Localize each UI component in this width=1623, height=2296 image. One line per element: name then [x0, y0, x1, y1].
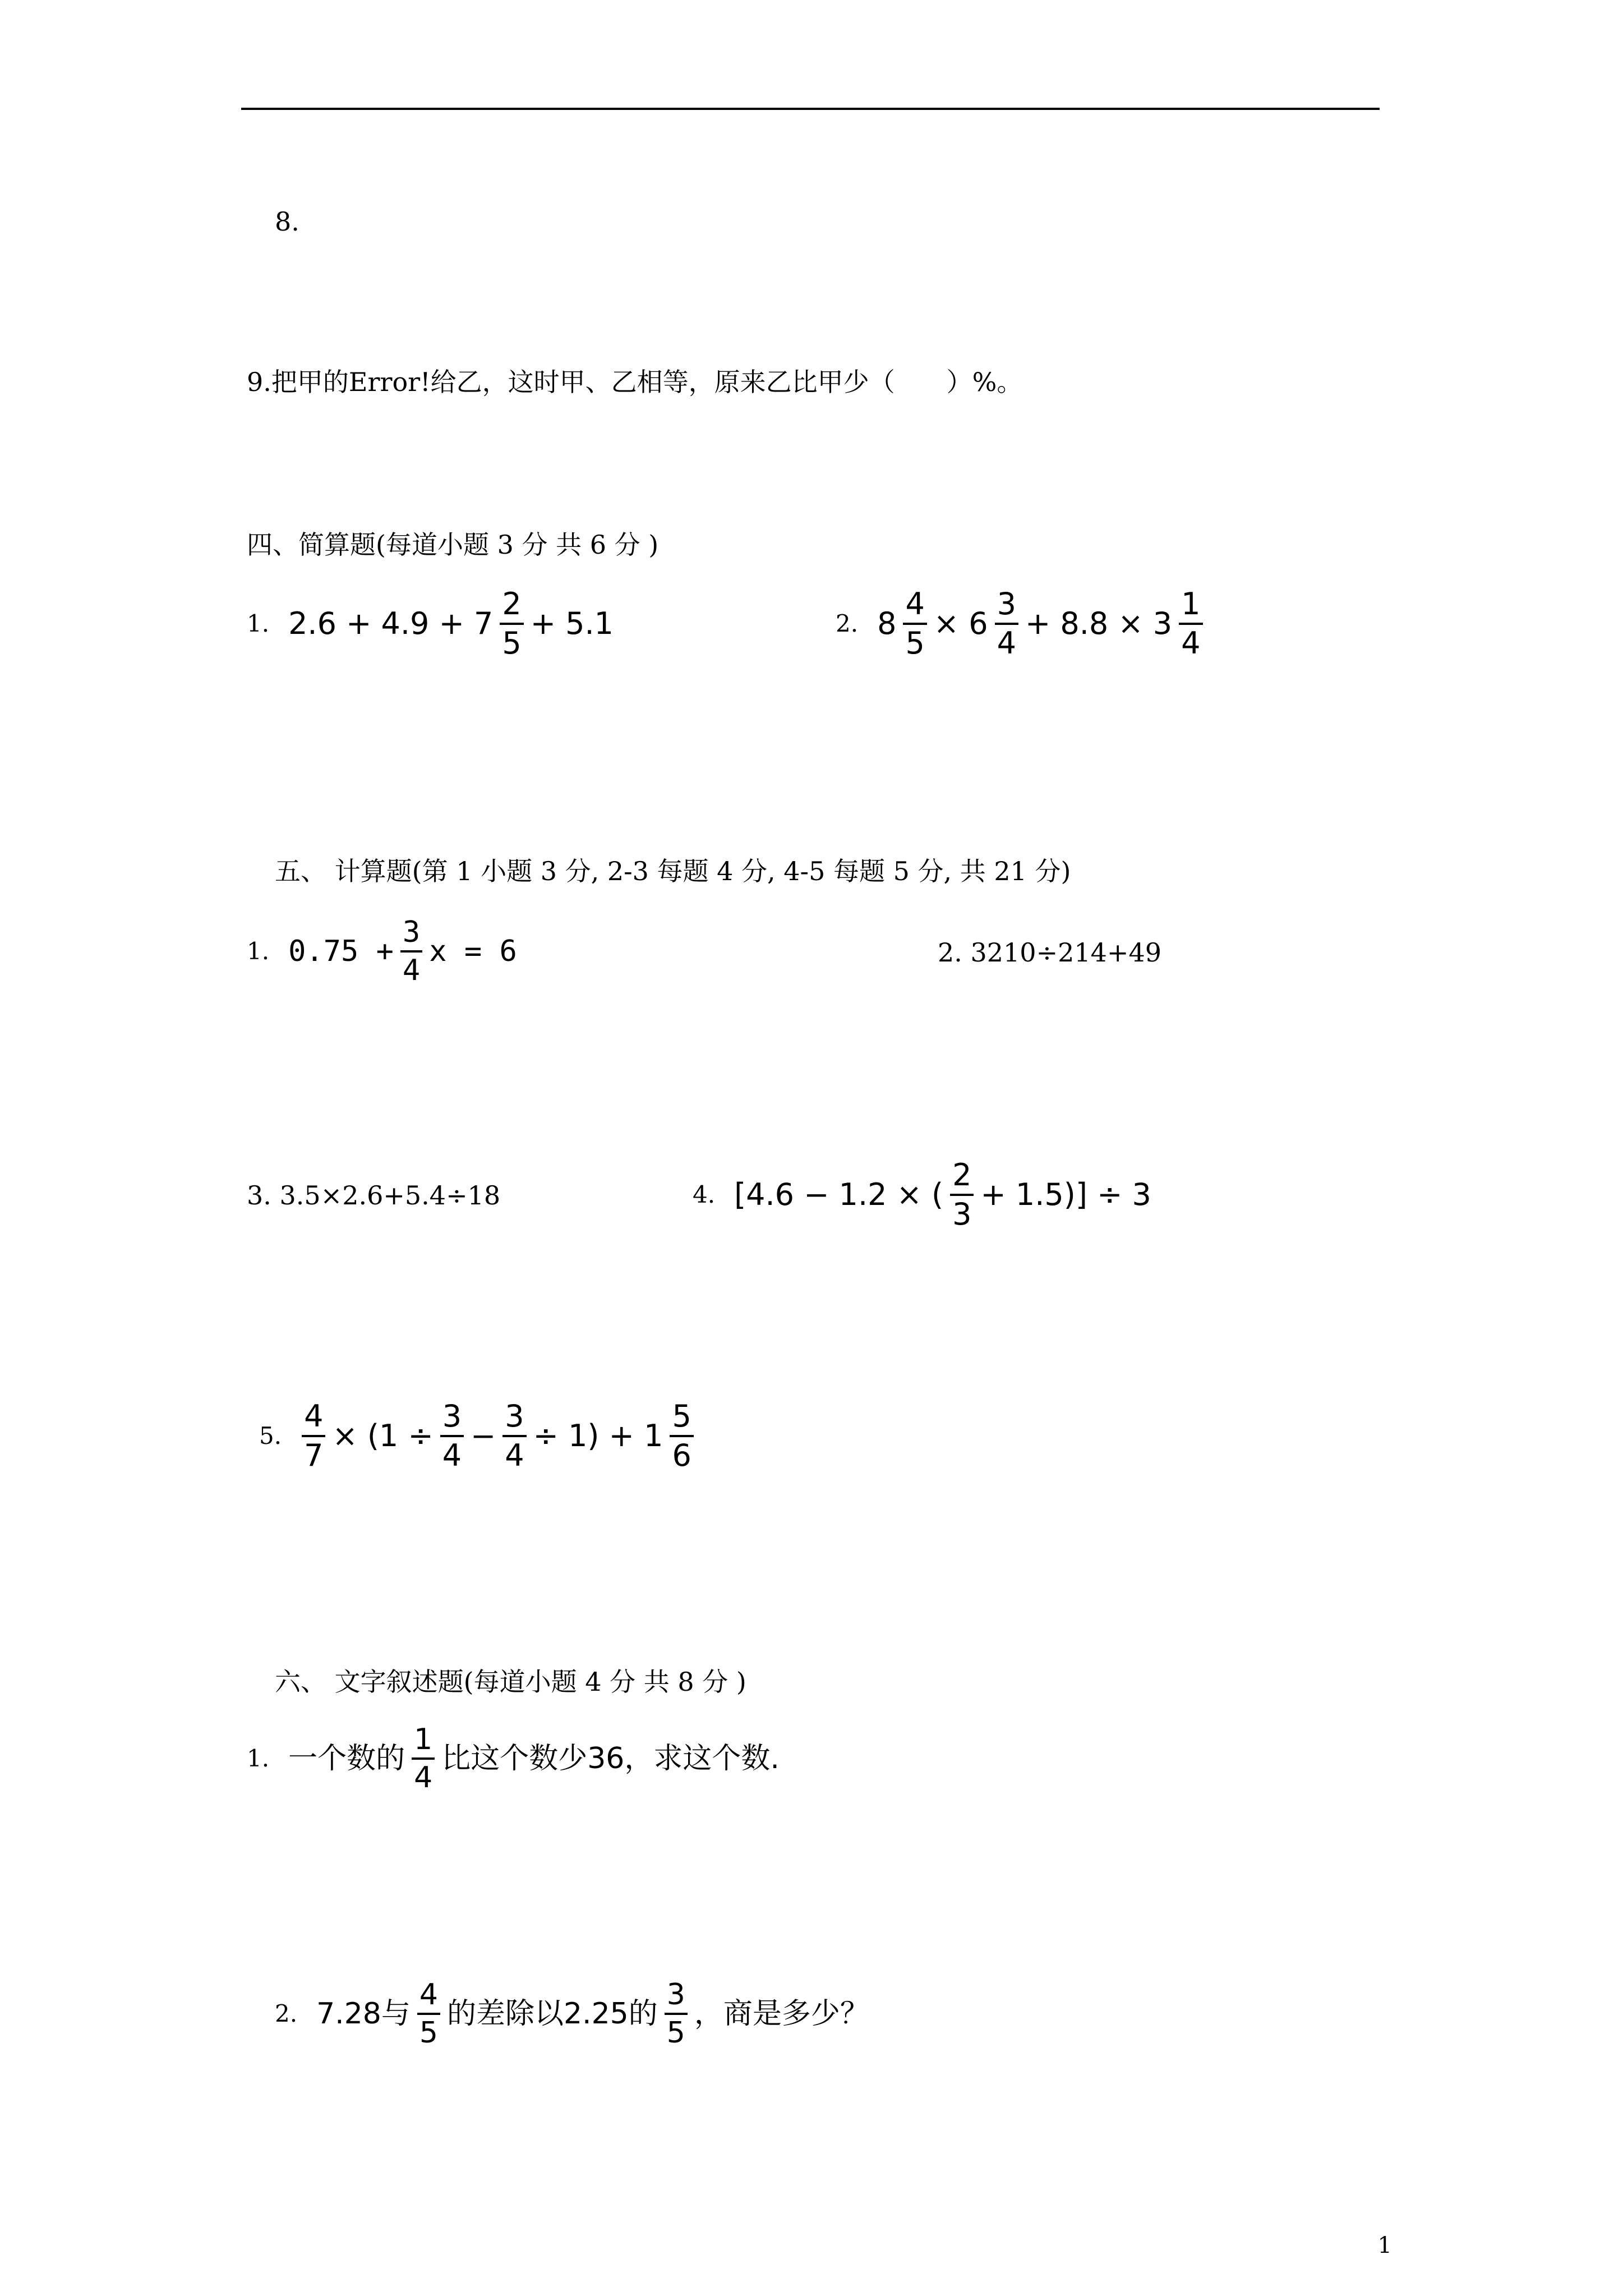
sec5-p1-fraction	[400, 915, 422, 987]
sec4-p2-op: × 6	[933, 606, 988, 641]
numerator: 3	[997, 586, 1016, 622]
numerator: 3	[505, 1398, 524, 1434]
fraction-bar	[665, 2013, 688, 2015]
fraction-bar	[417, 2013, 440, 2015]
numerator: 4	[905, 586, 925, 622]
denominator: 4	[414, 1761, 433, 1795]
sec6-p2-fraction-1	[417, 1978, 440, 2050]
numerator: 5	[672, 1398, 691, 1434]
numerator: 2	[952, 1157, 972, 1193]
sec5-p5-fraction-1	[302, 1398, 325, 1473]
sec4-p1-part-b: + 5.1	[530, 606, 614, 641]
sec6-p2-part-c: ，商是多少？	[694, 1997, 869, 2031]
sec5-p5-part-c: ÷ 1) + 1	[533, 1418, 663, 1453]
sec4-problem-2	[836, 586, 1204, 661]
fraction-bar	[412, 1757, 435, 1760]
sec5-p5-fraction-4	[670, 1398, 693, 1473]
sec5-p5-label: 5.	[259, 1422, 282, 1450]
sec5-p1-part-a: 0.75 +	[288, 935, 394, 968]
fraction-bar	[440, 1435, 464, 1437]
fraction-bar	[400, 950, 422, 953]
denominator: 5	[666, 2016, 685, 2050]
sec4-p2-fraction-1	[903, 586, 926, 661]
sec5-p4-part-a: [4.6 − 1.2 × (	[734, 1177, 944, 1212]
numerator: 3	[402, 915, 421, 949]
sec4-p1-fraction	[500, 586, 523, 661]
sec6-p2-fraction-2	[665, 1978, 688, 2050]
sec6-p1-part-a: 一个数的	[288, 1742, 405, 1775]
sec6-p1-fraction	[412, 1723, 435, 1795]
sec5-problem-5	[259, 1398, 695, 1473]
sec5-p1-label: 1.	[247, 937, 270, 965]
fraction-bar	[903, 623, 926, 625]
numerator: 1	[1181, 586, 1201, 622]
numerator: 4	[304, 1398, 324, 1434]
sec4-p2-fraction-3	[1179, 586, 1202, 661]
denominator: 4	[505, 1438, 524, 1473]
sec4-p2-mid: + 8.8 × 3	[1025, 606, 1173, 641]
question-9: 9.把甲的Error!给乙，这时甲、乙相等，原来乙比甲少（ ）%。	[247, 367, 1023, 397]
sec5-problem-4	[693, 1157, 1151, 1232]
sec5-p5-part-a: × (1 ÷	[332, 1418, 434, 1453]
fraction-bar	[1179, 623, 1202, 625]
numerator: 4	[419, 1978, 438, 2012]
sec5-problem-1	[247, 915, 517, 987]
numerator: 3	[442, 1398, 462, 1434]
sec4-p2-whole: 8	[877, 606, 897, 641]
sec5-p1-part-b: x = 6	[429, 935, 517, 968]
sec4-p1-label: 1.	[247, 610, 270, 637]
sec5-p5-fraction-2	[440, 1398, 464, 1473]
sec6-p1-part-b: 比这个数少36，求这个数.	[441, 1742, 780, 1775]
page-number: 1	[1377, 2233, 1392, 2258]
section-4-heading: 四、简算题(每道小题 3 分 共 6 分 )	[247, 530, 659, 560]
sec6-problem-2	[275, 1978, 869, 2050]
sec4-p2-label: 2.	[836, 610, 859, 637]
sec5-p4-label: 4.	[693, 1181, 716, 1208]
sec6-p2-part-b: 的差除以2.25的	[446, 1997, 658, 2031]
sec5-problem-3: 3. 3.5×2.6+5.4÷18	[247, 1180, 501, 1211]
section-5-heading: 五、 计算题(第 1 小题 3 分, 2-3 每题 4 分, 4-5 每题 5 分, 共 21 分)	[275, 856, 1071, 886]
numerator: 2	[502, 586, 522, 622]
numerator: 1	[414, 1723, 433, 1756]
denominator: 3	[952, 1197, 972, 1232]
section-6-heading: 六、 文字叙述题(每道小题 4 分 共 8 分 )	[275, 1667, 746, 1697]
denominator: 5	[419, 2016, 438, 2050]
denominator: 5	[905, 625, 925, 661]
denominator: 4	[1181, 625, 1201, 661]
denominator: 7	[304, 1438, 324, 1473]
fraction-bar	[502, 1435, 526, 1437]
header-rule	[241, 108, 1380, 110]
denominator: 4	[442, 1438, 462, 1473]
sec6-problem-1	[247, 1723, 780, 1795]
sec5-p5-fraction-3	[502, 1398, 526, 1473]
sec5-p5-part-b: −	[471, 1418, 496, 1453]
sec6-p2-label: 2.	[275, 2000, 298, 2027]
fraction-bar	[670, 1435, 693, 1437]
denominator: 4	[402, 954, 421, 987]
sec5-p4-part-b: + 1.5)] ÷ 3	[980, 1177, 1151, 1212]
denominator: 4	[997, 625, 1016, 661]
fraction-bar	[302, 1435, 325, 1437]
sec4-problem-1	[247, 586, 614, 661]
sec5-p4-fraction	[950, 1157, 974, 1232]
numerator: 3	[666, 1978, 685, 2012]
question-8-label: 8.	[275, 206, 299, 237]
sec5-problem-2: 2. 3210÷214+49	[938, 937, 1161, 968]
fraction-bar	[950, 1194, 974, 1196]
sec4-p2-fraction-2	[995, 586, 1018, 661]
fraction-bar	[500, 623, 523, 625]
sec6-p1-label: 1.	[247, 1745, 270, 1772]
fraction-bar	[995, 623, 1018, 625]
sec6-p2-part-a: 7.28与	[316, 1997, 411, 2031]
sec4-p1-part-a: 2.6 + 4.9 + 7	[288, 606, 494, 641]
denominator: 6	[672, 1438, 691, 1473]
denominator: 5	[502, 625, 522, 661]
